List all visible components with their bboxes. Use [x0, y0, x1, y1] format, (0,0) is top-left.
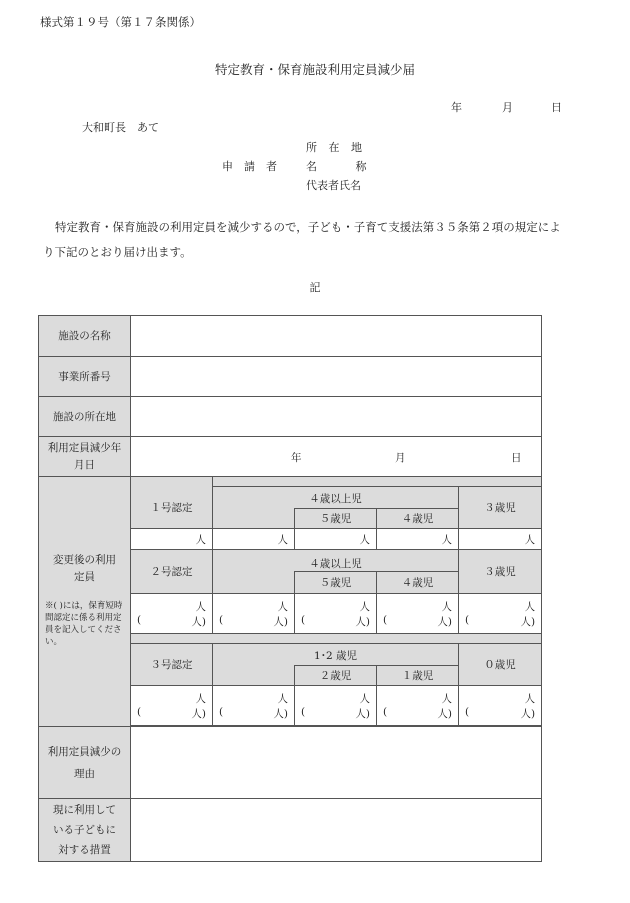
facility-name-label: 施設の名称	[39, 316, 131, 357]
date-month-label: 月	[502, 101, 513, 114]
office-number-field[interactable]	[131, 357, 542, 397]
body-text: 特定教育・保育施設の利用定員を減少するので，子ども・子育て支援法第３５条第２項の規定により下記のとおり届け出ます。	[43, 220, 561, 259]
addressee: 大和町長 あて	[82, 121, 159, 134]
cert2-sub1-field[interactable]: 人 ( 人)	[295, 594, 377, 634]
date-day-label: 日	[551, 101, 562, 114]
cert1-sub1-label: ５歳児	[295, 509, 377, 529]
cert1-sub1-field[interactable]: 人	[295, 529, 377, 550]
capacity-note: ※( )には，保育短時間認定に係る利用定員を記入してください。	[45, 600, 123, 647]
applicant-address-label: 所 在 地	[306, 141, 366, 154]
cert2-group-field[interactable]: 人 ( 人)	[213, 594, 295, 634]
cert3-group-label: 1･2 歳児	[213, 644, 459, 666]
cert1-sub2-label: ４歳児	[377, 509, 459, 529]
cert3-sub1-label: ２歳児	[295, 666, 377, 686]
capacity-label-cell	[39, 477, 131, 727]
reduction-year-label: 年	[291, 451, 302, 464]
applicant-block	[222, 138, 375, 195]
cert2-group2-label: ３歳児	[459, 550, 542, 594]
reason-label: 利用定員減少の理由	[39, 727, 131, 799]
cert1-sub2-field[interactable]: 人	[377, 529, 459, 550]
cert3-label: ３号認定	[131, 644, 213, 686]
form-number: 様式第１９号（第１７条関係）	[40, 15, 201, 29]
facility-address-field[interactable]	[131, 397, 542, 437]
applicant-label: 申 請 者	[222, 160, 277, 173]
cert2-sub2-label: ４歳児	[377, 572, 459, 594]
cert1-label: １号認定	[131, 487, 213, 529]
cert1-group-field[interactable]: 人	[213, 529, 295, 550]
cert1-group2-label: ３歳児	[459, 487, 542, 529]
cert2-total-field[interactable]: 人 ( 人)	[131, 594, 213, 634]
application-table	[38, 315, 542, 862]
reason-field[interactable]	[131, 727, 542, 799]
cert3-sub1-field[interactable]: 人 ( 人)	[295, 686, 377, 726]
applicant-representative-label: 代表者氏名	[306, 179, 361, 192]
reduction-date-label: 利用定員減少年月日	[39, 437, 131, 477]
cert2-sub1-label: ５歳児	[295, 572, 377, 594]
applicant-name-label: 名 称	[306, 160, 375, 173]
measures-label: 現に利用している子どもに対する措置	[39, 799, 131, 862]
office-number-label: 事業所番号	[39, 357, 131, 397]
measures-field[interactable]	[131, 799, 542, 862]
cert3-group2-label: ０歳児	[459, 644, 542, 686]
facility-address-label: 施設の所在地	[39, 397, 131, 437]
cert3-sub2-field[interactable]: 人 ( 人)	[377, 686, 459, 726]
document-title: 特定教育・保育施設利用定員減少届	[214, 62, 415, 77]
cert3-group2-field[interactable]: 人 ( 人)	[459, 686, 542, 726]
cert2-group-label: ４歳以上児	[213, 550, 459, 572]
cert3-group-field[interactable]: 人 ( 人)	[213, 686, 295, 726]
cert2-label: ２号認定	[131, 550, 213, 594]
reduction-month-label: 月	[395, 451, 406, 464]
date-year-label: 年	[451, 101, 462, 114]
cert3-total-field[interactable]: 人 ( 人)	[131, 686, 213, 726]
facility-name-field[interactable]	[131, 316, 542, 357]
cert1-group2-field[interactable]: 人	[459, 529, 542, 550]
reduction-date-field[interactable]	[131, 437, 542, 477]
cert2-group2-field[interactable]: 人 ( 人)	[459, 594, 542, 634]
capacity-label: 変更後の利用定員	[53, 553, 116, 583]
cert1-group-label: ４歳以上児	[213, 487, 459, 509]
ki-label: 記	[309, 281, 321, 294]
cert1-total-field[interactable]: 人	[131, 529, 213, 550]
cert2-sub2-field[interactable]: 人 ( 人)	[377, 594, 459, 634]
cert3-sub2-label: １歳児	[377, 666, 459, 686]
reduction-day-label: 日	[511, 451, 522, 464]
